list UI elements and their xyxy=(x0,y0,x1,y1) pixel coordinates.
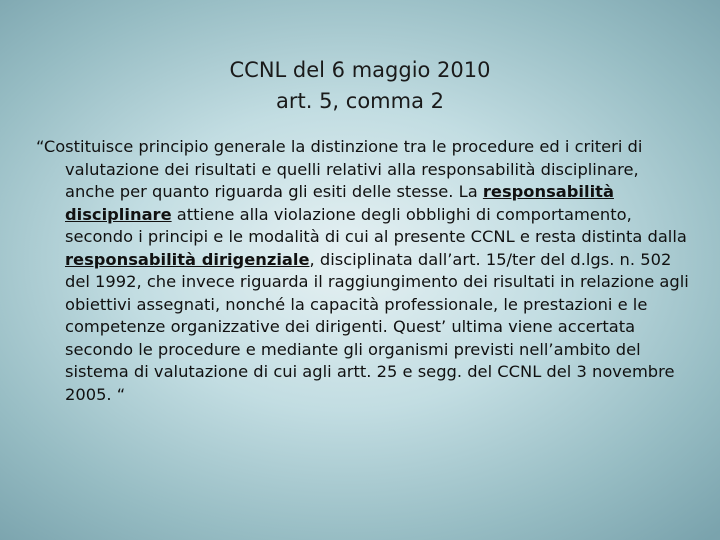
slide-title xyxy=(0,55,720,117)
emphasis-responsabilita-disciplinare: responsabilità disciplinare xyxy=(65,182,614,224)
emphasis-responsabilita-dirigenziale: responsabilità dirigenziale xyxy=(65,249,310,269)
quote-text-part-3: , disciplinata dall’art. 15/ter del d.lgs. n. 502 del 1992, che invece riguarda il raggiungimento dei risultati in relazione agli obiettivi assegnati, nonché la capacità professionale, le prestazioni e le competenze organizzative dei dirigenti. Quest’ ultima viene accertata secondo le procedure e mediante gli organismi previsti nell’ambito del sistema di valutazione di cui agli artt. 25 e segg. del CCNL del 3 novembre 2005. “ xyxy=(65,249,689,404)
quote-text-part-2: attiene alla violazione degli obblighi di comportamento, secondo i principi e le modalità di cui al presente CCNL e resta distinta dalla xyxy=(65,204,687,246)
quote-paragraph xyxy=(36,136,692,406)
quote-text-part-1: “Costituisce principio generale la distinzione tra le procedure ed i criteri di valutazione dei risultati e quelli relativi alla responsabilità disciplinare, anche per quanto riguarda gli esiti delle stesse. La xyxy=(36,137,643,201)
title-line-2: art. 5, comma 2 xyxy=(275,89,444,113)
title-line-1: CCNL del 6 maggio 2010 xyxy=(229,58,491,82)
